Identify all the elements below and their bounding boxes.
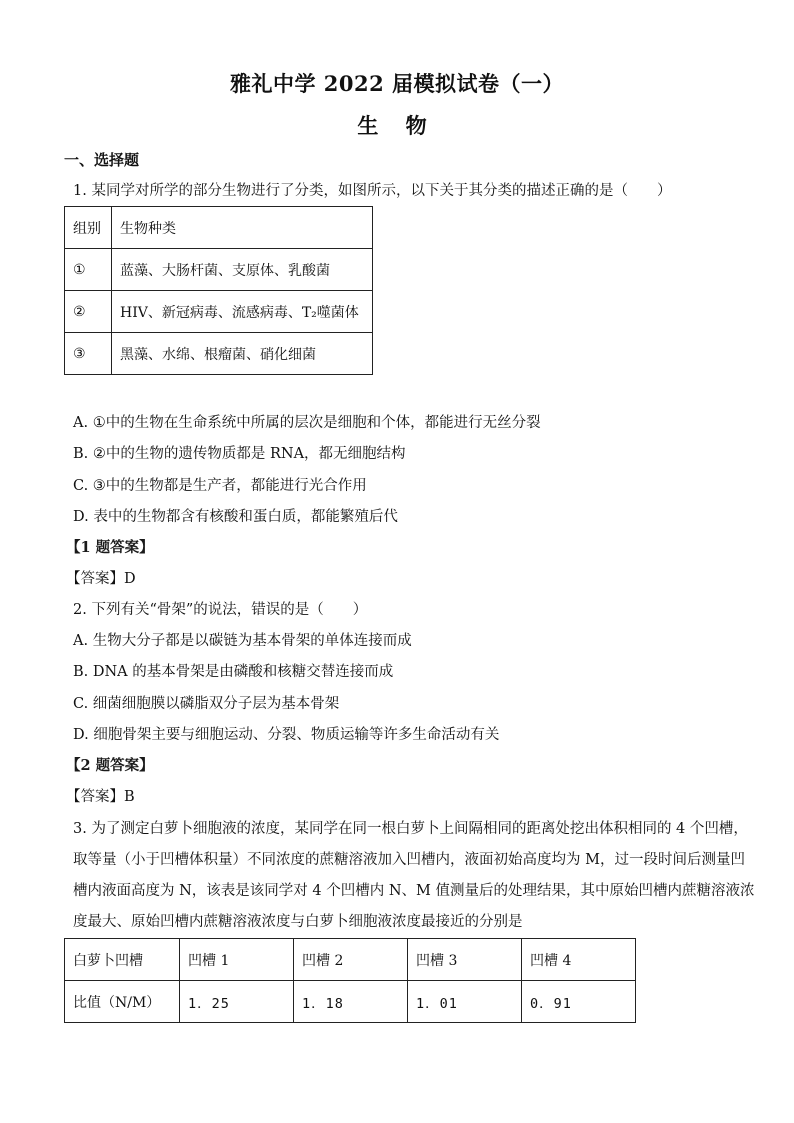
q3-stem-line-3: 槽内液面高度为 N，该表是该同学对 4 个凹槽内 N、M 值测量后的处理结果，其中原始凹槽内蔗糖溶液浓 <box>73 883 755 899</box>
table-row <box>65 291 373 333</box>
q1-option-a: A. ①中的生物在生命系统中所属的层次是细胞和个体，都能进行无丝分裂 <box>73 415 541 431</box>
table-cell: ② <box>65 291 112 333</box>
table-header-cell: 生物种类 <box>112 207 373 249</box>
q3-stem-line-4: 度最大、原始凹槽内蔗糖溶液浓度与白萝卜细胞液浓度最接近的分别是 <box>73 914 523 930</box>
table-row <box>65 333 373 375</box>
table-cell: 0．91 <box>522 981 636 1023</box>
subject-title: 生 物 <box>357 113 437 138</box>
table-row <box>65 249 373 291</box>
table-cell: ③ <box>65 333 112 375</box>
table-header-cell: 凹槽 1 <box>180 939 294 981</box>
q2-option-a: A. 生物大分子都是以碳链为基本骨架的单体连接而成 <box>73 633 412 649</box>
table-header-cell: 凹槽 2 <box>294 939 408 981</box>
q2-option-c: C. 细菌细胞膜以磷脂双分子层为基本骨架 <box>73 696 340 712</box>
table-header-row <box>65 207 373 249</box>
table-cell: 1．18 <box>294 981 408 1023</box>
exam-title: 雅礼中学 2022 届模拟试卷（一） <box>229 71 565 96</box>
table-cell: 蓝藻、大肠杆菌、支原体、乳酸菌 <box>112 249 373 291</box>
q2-option-d: D. 细胞骨架主要与细胞运动、分裂、物质运输等许多生命活动有关 <box>73 727 500 743</box>
q3-table <box>64 938 636 1023</box>
q2-answer: 【答案】B <box>66 789 135 805</box>
table-cell: 1．01 <box>408 981 522 1023</box>
q1-option-c: C. ③中的生物都是生产者，都能进行光合作用 <box>73 478 367 494</box>
table-header-cell: 白萝卜凹槽 <box>65 939 180 981</box>
table-header-cell: 凹槽 4 <box>522 939 636 981</box>
q3-stem-line-1: 3. 为了测定白萝卜细胞液的浓度，某同学在同一根白萝卜上间隔相同的距离处挖出体积相同的 4 个凹槽， <box>73 821 748 837</box>
table-cell: 1．25 <box>180 981 294 1023</box>
q1-answer: 【答案】D <box>66 571 136 587</box>
table-cell: HIV、新冠病毒、流感病毒、T₂噬菌体 <box>112 291 373 333</box>
q2-answer-heading: 【2 题答案】 <box>66 757 154 774</box>
q2-stem: 2. 下列有关“骨架”的说法，错误的是（ ） <box>73 602 368 618</box>
table-row <box>65 981 636 1023</box>
q1-stem: 1. 某同学对所学的部分生物进行了分类，如图所示，以下关于其分类的描述正确的是（ ） <box>73 183 672 199</box>
table-header-cell: 组别 <box>65 207 112 249</box>
q1-option-b: B. ②中的生物的遗传物质都是 RNA，都无细胞结构 <box>73 446 406 462</box>
q1-answer-heading: 【1 题答案】 <box>66 539 154 556</box>
q1-table <box>64 206 373 375</box>
q2-option-b: B. DNA 的基本骨架是由磷酸和核糖交替连接而成 <box>73 664 394 680</box>
table-header-cell: 凹槽 3 <box>408 939 522 981</box>
table-row-label: 比值（N/M） <box>65 981 180 1023</box>
table-header-row <box>65 939 636 981</box>
section-heading: 一、选择题 <box>64 151 140 169</box>
table-cell: ① <box>65 249 112 291</box>
table-cell: 黑藻、水绵、根瘤菌、硝化细菌 <box>112 333 373 375</box>
q1-option-d: D. 表中的生物都含有核酸和蛋白质，都能繁殖后代 <box>73 509 398 525</box>
q3-stem-line-2: 取等量（小于凹槽体积量）不同浓度的蔗糖溶液加入凹槽内，液面初始高度均为 M，过一段时间后测量凹 <box>73 852 745 868</box>
